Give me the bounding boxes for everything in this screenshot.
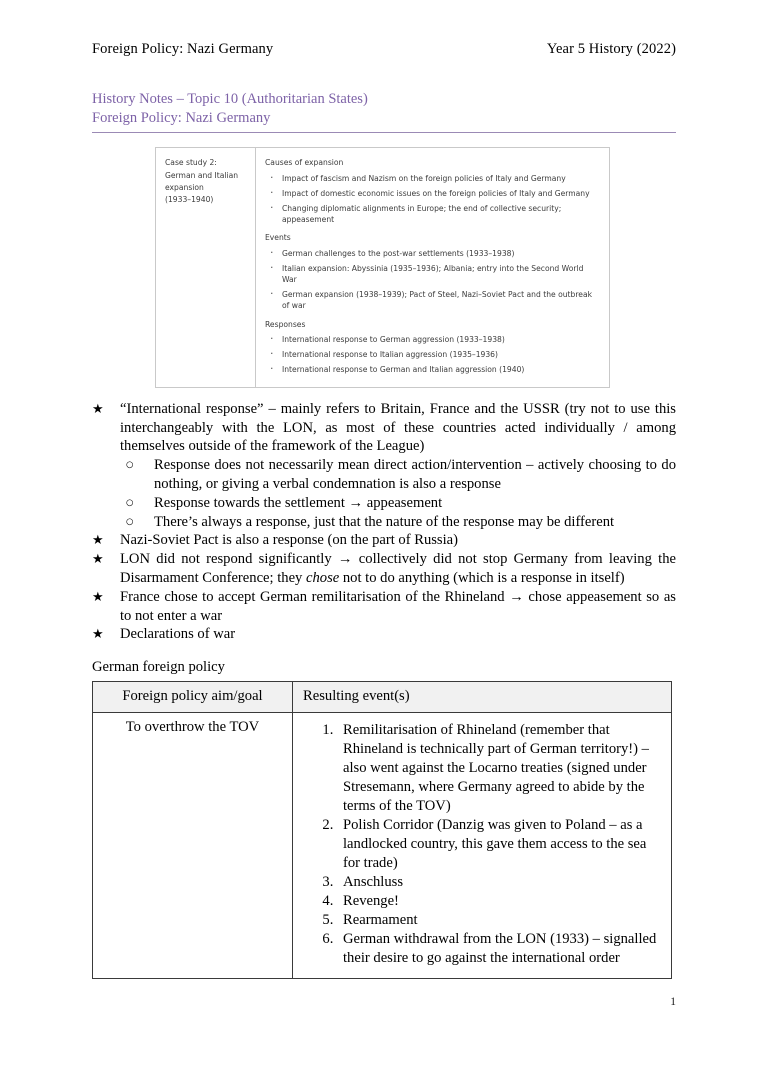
note-bullet — [92, 550, 676, 588]
resulting-events-list — [303, 721, 661, 968]
syllabus-content-cell — [256, 148, 609, 386]
syllabus-list-item: · International response to German aggression (1933–1938) — [265, 334, 599, 345]
page-content — [92, 40, 676, 979]
note-sub-bullet: ○ Response does not necessarily mean direct action/intervention – actively choosing to do nothing, or giving a verbal condemnation is also a response — [120, 456, 676, 494]
notes-section — [92, 400, 676, 645]
event-item: 5. Rearmament — [337, 911, 661, 930]
title-line-1: History Notes – Topic 10 (Authoritarian States) — [92, 91, 368, 108]
note-bullet: ★ “International response” – mainly refers to Britain, France and the USSR (try not to use this interchangeably with the LON, as most of these countries acted individually / among themselves outside of the framework of the League) — [92, 400, 676, 456]
table-caption: German foreign policy — [92, 659, 225, 676]
syllabus-section-list — [265, 173, 599, 226]
note-sub-bullet: ○ Response towards the settlement → appeasement — [120, 494, 676, 513]
event-item: 2. Polish Corridor (Danzig was given to Poland – as a landlocked country, this gave them access to the sea for trade) — [337, 816, 661, 873]
page-number: 1 — [670, 996, 676, 1008]
table-column-header-events: Resulting event(s) — [293, 682, 672, 713]
document-title — [92, 90, 676, 128]
table-row — [93, 713, 672, 979]
note-text-part: not to do anything (which is a response in itself) — [339, 570, 625, 587]
star-bullet-list — [92, 531, 676, 644]
event-item: 3. Anschluss — [337, 873, 661, 892]
syllabus-section-list — [265, 248, 599, 312]
syllabus-list-item: · Changing diplomatic alignments in Europe; the end of collective security; appeasement — [265, 203, 599, 226]
header-right-text: Year 5 History (2022) — [546, 41, 676, 57]
table-header-row — [93, 682, 672, 713]
table-cell-events — [293, 713, 672, 979]
header-left-text: Foreign Policy: Nazi Germany — [92, 41, 274, 57]
syllabus-list-item: · Impact of fascism and Nazism on the foreign policies of Italy and Germany — [265, 173, 599, 184]
syllabus-section-list — [265, 334, 599, 375]
syllabus-list-item: · Italian expansion: Abyssinia (1935–1936); Albania; entry into the Second World War — [265, 263, 599, 286]
syllabus-case-line: Case study 2: — [165, 158, 217, 168]
title-divider — [92, 132, 676, 133]
syllabus-case-line: expansion — [165, 182, 204, 192]
star-bullet-list — [92, 400, 676, 456]
syllabus-list-item: · Impact of domestic economic issues on the foreign policies of Italy and Germany — [265, 188, 599, 199]
syllabus-case-study-cell — [156, 148, 256, 386]
syllabus-case-line: (1933–1940) — [165, 195, 214, 205]
foreign-policy-table — [92, 681, 672, 979]
event-item: 1. Remilitarisation of Rhineland (remember that Rhineland is technically part of German territory!) – also went against the Locarno treaties (signed under Stresemann, where Germany agreed to abide by the terms of the TOV) — [337, 721, 661, 816]
note-text-part: LON did not respond significantly → collectively did not stop Germany from leaving the Disarmament Conference; they — [120, 551, 676, 587]
event-item: 6. German withdrawal from the LON (1933) – signalled their desire to go against the international order — [337, 930, 661, 968]
syllabus-list-item: · International response to Italian aggression (1935–1936) — [265, 349, 599, 360]
note-text-emphasis: chose — [306, 570, 340, 587]
sub-bullet-list — [92, 456, 676, 531]
syllabus-section-heading: Events — [265, 233, 291, 243]
title-line-2: Foreign Policy: Nazi Germany — [92, 110, 271, 127]
syllabus-case-line: German and Italian — [165, 170, 239, 180]
event-item: 4. Revenge! — [337, 892, 661, 911]
syllabus-section-heading: Causes of expansion — [265, 158, 344, 168]
syllabus-list-item: · German challenges to the post-war settlements (1933–1938) — [265, 248, 599, 259]
note-bullet: ★ Declarations of war — [92, 625, 676, 644]
syllabus-table — [155, 147, 610, 387]
syllabus-list-item: · German expansion (1938–1939); Pact of Steel, Nazi–Soviet Pact and the outbreak of war — [265, 289, 599, 312]
table-cell-aim: To overthrow the TOV — [93, 713, 293, 979]
note-sub-bullet: ○ There’s always a response, just that the nature of the response may be different — [120, 513, 676, 532]
syllabus-list-item: · International response to German and Italian aggression (1940) — [265, 364, 599, 375]
running-header — [92, 40, 676, 58]
note-bullet: ★ France chose to accept German remilitarisation of the Rhineland → chose appeasement so as to not enter a war — [92, 588, 676, 626]
syllabus-section-heading: Responses — [265, 319, 306, 329]
note-bullet: ★ Nazi-Soviet Pact is also a response (on the part of Russia) — [92, 531, 676, 550]
table-column-header-aim: Foreign policy aim/goal — [93, 682, 293, 713]
